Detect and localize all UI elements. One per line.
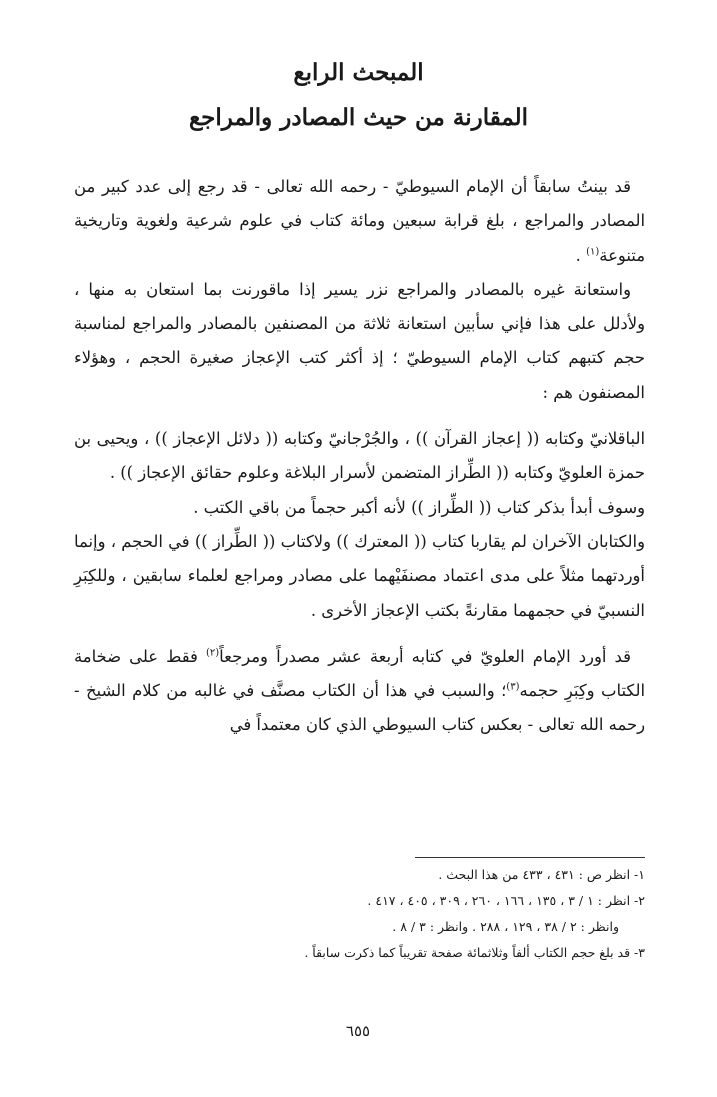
footnotes — [70, 862, 645, 966]
footnote-3: ٣- قد بلغ حجم الكتاب ألفاً وثلاثمائة صفحة تقريباً كما ذكرت سابقاً . — [304, 945, 645, 960]
footnote-ref-3[interactable]: (٣) — [506, 681, 520, 693]
paragraph-3: الباقلانيّ وكتابه (( إعجاز القرآن )) ، والجُرْجانيّ وكتابه (( دلائل الإعجاز )) ، ويحيى بن حمزة العلويّ وكتابه (( الطِّراز المتضمن لأسرار البلاغة وعلوم حقائق الإعجاز )) . — [74, 429, 645, 483]
footnote-separator — [415, 857, 645, 858]
footnote-1: ١- انظر ص : ٤٣١ ، ٤٣٣ من هذا البحث . — [438, 867, 645, 882]
paragraph-6 — [74, 640, 645, 743]
paragraph-6-text: قد أورد الإمام العلويّ في كتابه أربعة عشر مصدراً ومرجعاً — [219, 646, 631, 666]
footnote-ref-2[interactable]: (٢) — [205, 647, 220, 659]
paragraph-6-mid: فقط على ضخامة الكتاب وكِبَرِ حجمه — [74, 646, 646, 701]
paragraph-5: والكتابان الآخران لم يقاربا كتاب (( المعترك )) ولاكتاب (( الطِّراز )) في الحجم ، وإنما أوردتهما مثلاً على مدى اعتماد مصنفَيْهما على مصادر ومراجع لعلماء سابقين ، وللكِبَرِ النسبيّ في حجمهما مقارنةً بكتب الإعجاز الأخرى . — [74, 531, 645, 620]
section-subtitle: المقارنة من حيث المصادر والمراجع — [188, 104, 529, 131]
paragraph-2: واستعانة غيره بالمصادر والمراجع نزر يسير إذا ماقورنت بما استعان به منها ، ولأدلل على هذا فإني سأبين استعانة ثلاثة من المصنفين بالمصادر والمراجع لمناسبة حجم كتبهم كتاب الإمام السيوطيّ ؛ إذ أكثر كتب الإعجاز صغيرة الحجم ، وهؤلاء المصنفون هم : — [74, 279, 645, 402]
footnote-ref-1[interactable]: (١) — [586, 246, 600, 258]
section-title: المبحث الرابع — [293, 59, 424, 86]
page-number: ٦٥٥ — [345, 1022, 371, 1040]
paragraph-1 — [74, 170, 645, 273]
footnote-2: ٢- انظر : ١ / ٣ ، ١٣٥ ، ١٦٦ ، ٢٦٠ ، ٣٠٩ ، ٤٠٥ ، ٤١٧ . — [367, 893, 645, 908]
paragraph-1-text: قد بينتُ سابقاً أن الإمام السيوطيّ - رحمه الله تعالى - قد رجع إلى عدد كبير من المصادر والمراجع ، بلغ قرابة سبعين ومائة كتاب في علوم شرعية ولغوية وتاريخية متنوعة — [74, 177, 645, 265]
paragraph-4: وسوف أبدأ بذكر كتاب (( الطِّراز )) لأنه أكبر حجماً من باقي الكتب . — [193, 497, 645, 517]
paragraph-6-tail: ؛ والسبب في هذا أن الكتاب مصنَّف في غالبه من كلام الشيخ - رحمه الله تعالى - بعكس كتاب السيوطي الذي كان معتمداً في — [74, 681, 645, 735]
paragraph-1-tail: . — [575, 245, 587, 265]
footnote-2-continued: وانظر : ٢ / ٣٨ ، ١٢٩ ، ٢٨٨ . وانظر : ٣ / ٨ . — [392, 919, 619, 934]
body-text — [74, 170, 645, 743]
